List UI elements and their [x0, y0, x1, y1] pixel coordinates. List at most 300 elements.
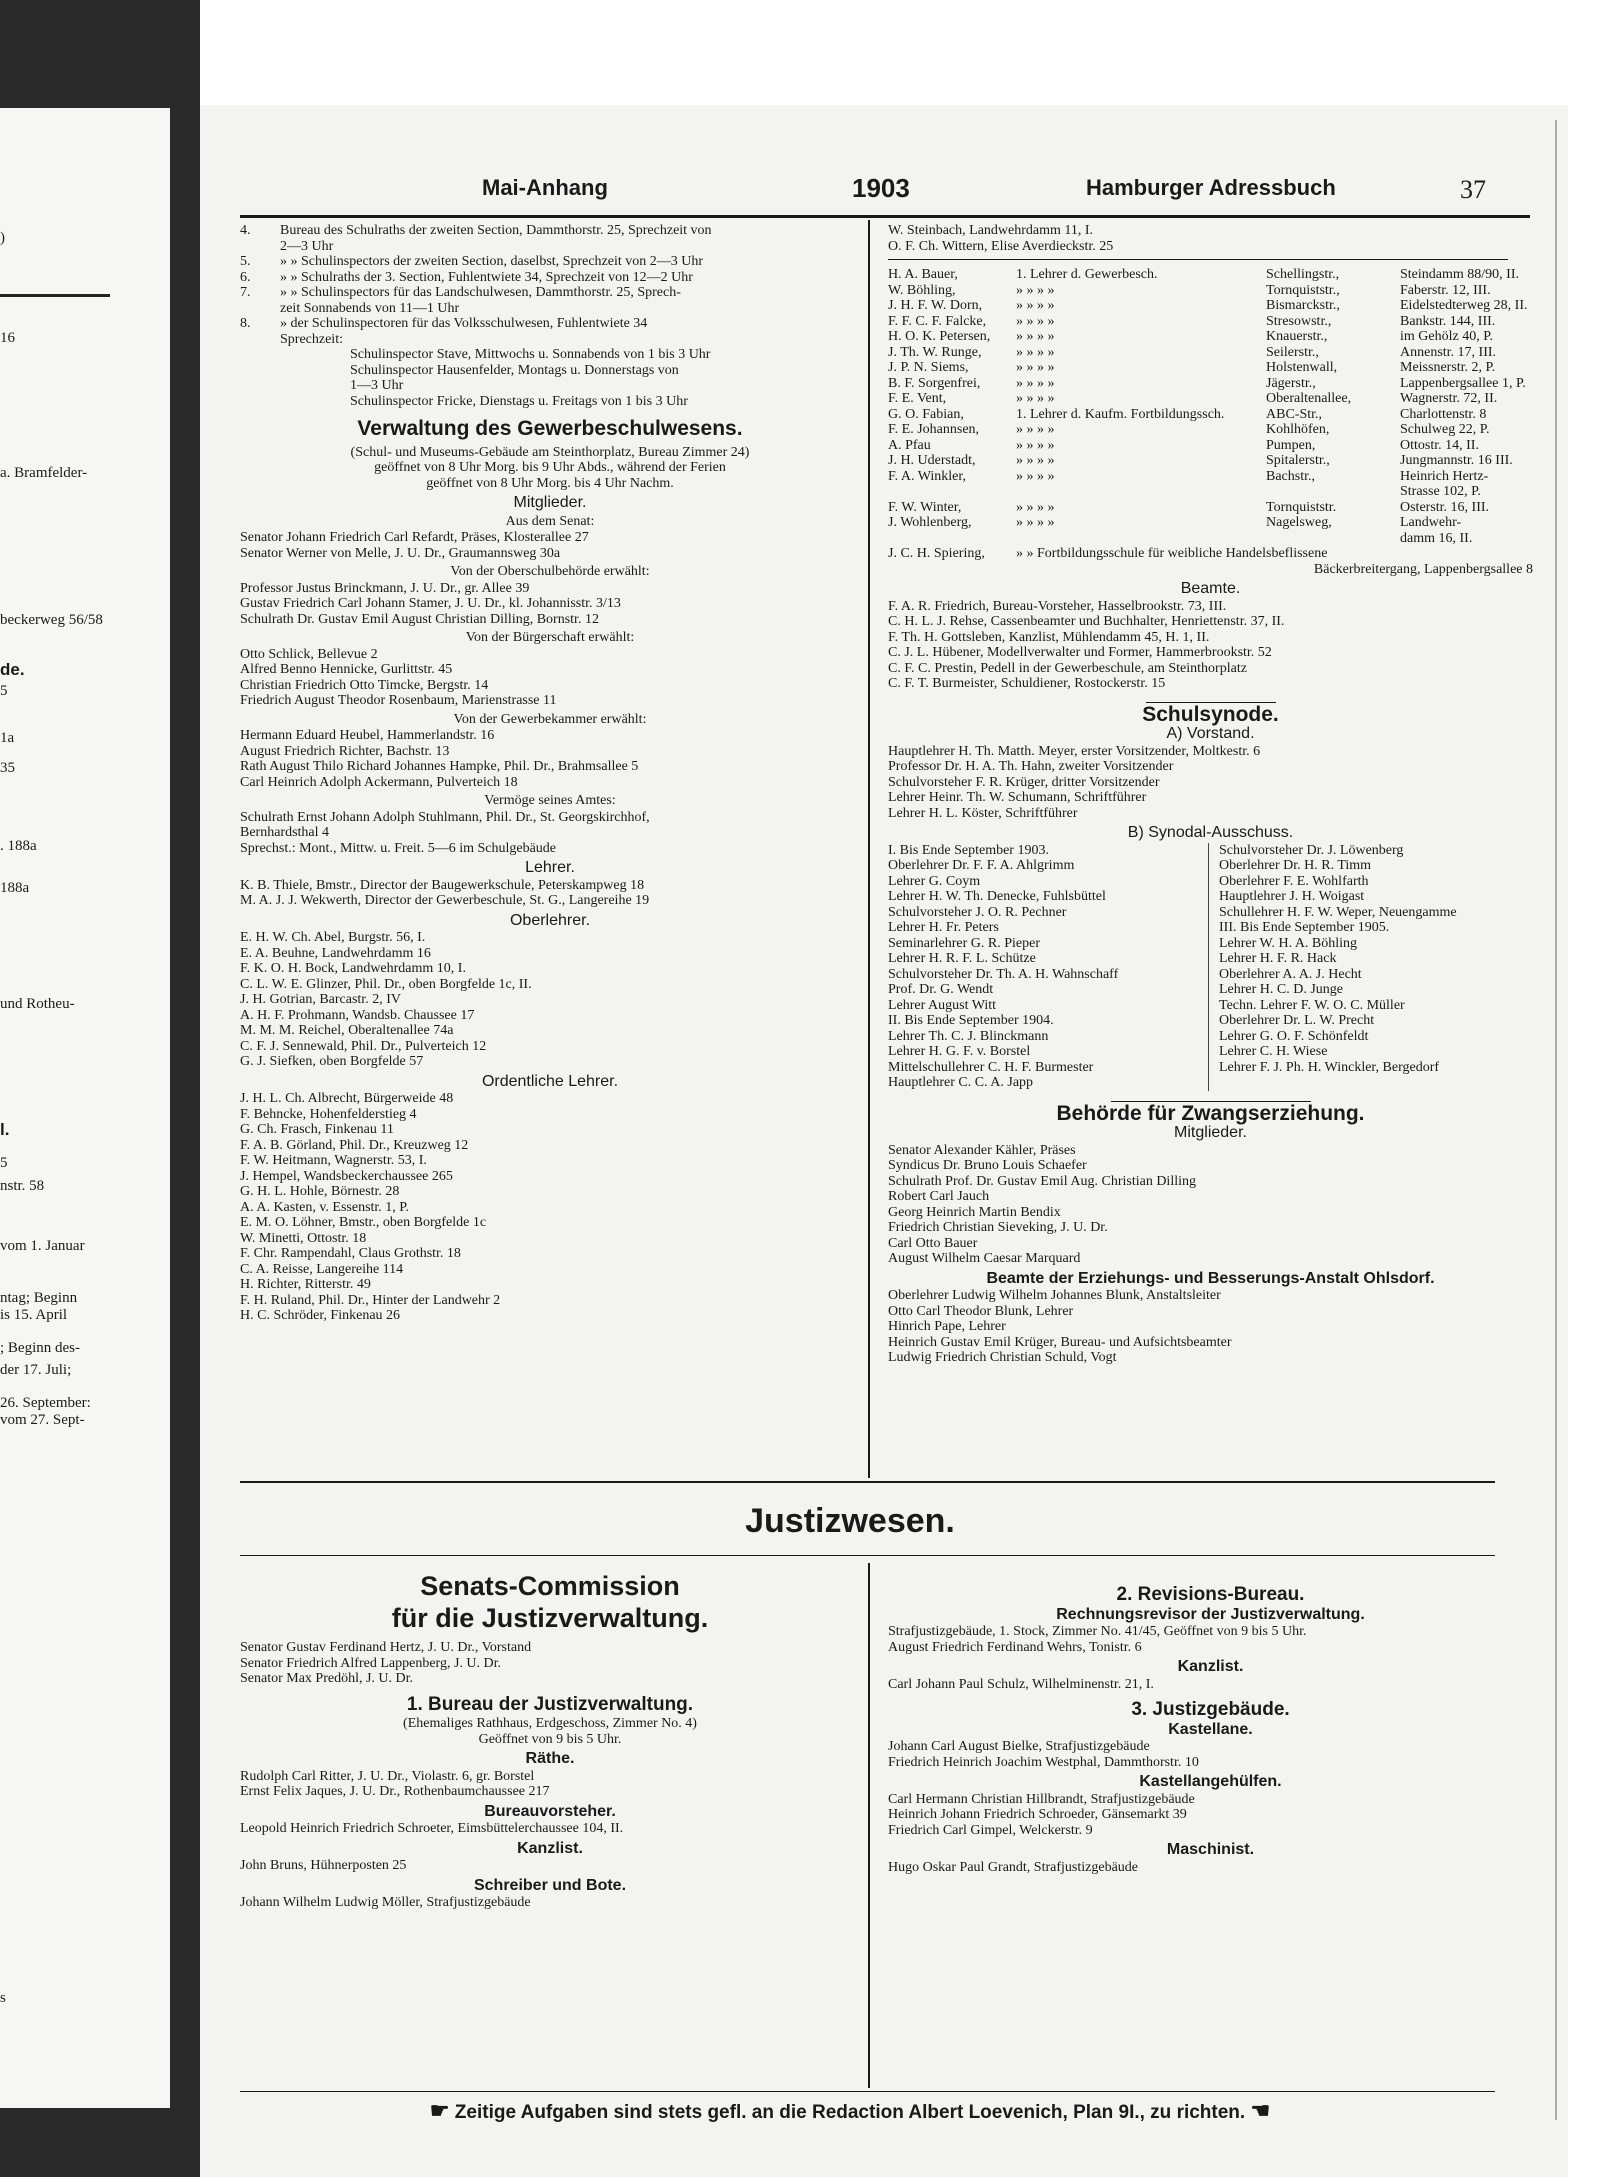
table-cell: Steindamm 88/90, II.: [1400, 267, 1519, 282]
fortbildung-lehrer-table: [888, 267, 1533, 577]
line-text: Bureau des Schulraths der zweiten Section, Dammthorstr. 25, Sprechzeit von: [280, 223, 712, 238]
table-cell: J. Wohlenberg,: [888, 515, 972, 530]
lehrer-entry: F. Behncke, Hohenfelderstieg 4: [240, 1106, 417, 1122]
table-cell: B. F. Sorgenfrei,: [888, 375, 981, 391]
member-entry: Schulrath Ernst Johann Adolph Stuhlmann, Phil. Dr., St. Georgskirchhof,: [240, 809, 650, 825]
member-entry: Alfred Benno Hennicke, Gurlittstr. 45: [240, 662, 453, 677]
table-row: [888, 500, 1533, 516]
beamte-entry: C. J. L. Hübener, Modellverwalter und Former, Hammerbrookstr. 52: [888, 645, 1272, 660]
left-column: [240, 223, 860, 1324]
prev-page-fragment: ): [0, 230, 5, 246]
table-cell: 1. Lehrer d. Gewerbesch.: [1016, 267, 1158, 282]
prev-page-fragment: und Rotheu-: [0, 996, 75, 1012]
oberlehrer-entry: E. A. Beuhne, Landwehrdamm 16: [240, 945, 431, 961]
table-cell: [1400, 546, 1533, 562]
mitglied-entry: Senator Alexander Kähler, Präses: [888, 1142, 1076, 1158]
prev-page-fragment: ntag; Beginn: [0, 1290, 78, 1306]
table-row: [888, 562, 1533, 578]
ausschuss-entry: Lehrer Th. C. J. Blinckmann: [888, 1028, 1049, 1044]
kanzlist-list: [240, 1858, 860, 1874]
bureauvorsteher-list: [240, 1821, 860, 1837]
table-cell: Heinrich Hertz-: [1400, 468, 1489, 484]
lehrer-heading: Lehrer.: [525, 859, 575, 876]
table-cell: » » » »: [1016, 313, 1055, 329]
table-cell: [1266, 484, 1400, 500]
lehrer-entry: F. A. B. Görland, Phil. Dr., Kreuzweg 12: [240, 1137, 469, 1153]
table-row: [888, 329, 1533, 345]
ausschuss-heading: B) Synodal-Ausschuss.: [1127, 824, 1294, 841]
prev-page-fragment: 35: [0, 760, 15, 776]
justiz-sub-rule: [240, 1555, 1495, 1556]
aus-senat-heading: Aus dem Senat:: [505, 513, 595, 529]
member-entry: Rath August Thilo Richard Johannes Hampke, Phil. Dr., Brahmsallee 5: [240, 759, 639, 774]
lehrer-entry: F. H. Ruland, Phil. Dr., Hinter der Landwehr 2: [240, 1292, 501, 1308]
table-cell: W. Böhling,: [888, 282, 956, 298]
oberlehrer-entry: C. F. J. Sennewald, Phil. Dr., Pulverteich 12: [240, 1038, 487, 1054]
senat-list: [240, 530, 860, 561]
beamte-entry: C. F. C. Prestin, Pedell in der Gewerbeschule, am Steinthorplatz: [888, 660, 1247, 676]
ausschuss-entry: Oberlehrer Dr. L. W. Precht: [1219, 1013, 1375, 1028]
ausschuss-entry: Techn. Lehrer F. W. O. C. Müller: [1219, 997, 1405, 1013]
justiz-right: [888, 1583, 1533, 1875]
table-cell: Bachstr.,: [1266, 468, 1315, 484]
raethe-heading: Räthe.: [525, 1750, 575, 1767]
member-entry: Otto Schlick, Bellevue 2: [240, 646, 378, 662]
table-cell: 1. Lehrer d. Kaufm. Fortbildungssch.: [1016, 406, 1225, 422]
table-cell: [1266, 546, 1400, 562]
gewerbe-intro: [240, 445, 860, 492]
sprechzeit-line: Schulinspector Hausenfelder, Montags u. Donnerstags von: [350, 362, 679, 378]
mitglied-entry: Georg Heinrich Martin Bendix: [888, 1204, 1061, 1220]
line-number: 7.: [240, 285, 251, 300]
prev-page-fragment: s: [0, 1990, 6, 2006]
table-cell: [888, 562, 994, 578]
kastellan-entry: Friedrich Heinrich Joachim Westphal, Dammthorstr. 10: [888, 1754, 1199, 1770]
section-rule: [1111, 1101, 1311, 1102]
zwang-title: Behörde für Zwangserziehung.: [1056, 1101, 1365, 1125]
table-cell: [1202, 562, 1313, 578]
buergerschaft-heading: Von der Bürgerschaft erwählt:: [465, 630, 635, 645]
table-cell: [1266, 531, 1400, 547]
table-cell: Jägerstr.,: [1266, 375, 1316, 391]
mitglied-entry: Syndicus Dr. Bruno Louis Schaefer: [888, 1158, 1087, 1173]
line-number: 4.: [240, 223, 251, 238]
amt-heading: Vermöge seines Amtes:: [484, 793, 616, 808]
lehrer-entry: F. W. Heitmann, Wagnerstr. 53, I.: [240, 1153, 427, 1168]
rath-entry: Ernst Felix Jaques, J. U. Dr., Rothenbaumchaussee 217: [240, 1784, 550, 1799]
gewerbekammer-list: [240, 728, 860, 790]
table-cell: Charlottenstr. 8: [1400, 406, 1487, 422]
bureauvorsteher-heading: Bureauvorsteher.: [484, 1802, 616, 1820]
oberlehrer-entry: A. H. F. Prohmann, Wandsb. Chaussee 17: [240, 1007, 475, 1023]
ausschuss-entry: Oberlehrer Dr. F. F. A. Ahlgrimm: [888, 858, 1075, 873]
table-cell: Stresowstr.,: [1266, 313, 1332, 329]
bureau-intro: [240, 1716, 860, 1747]
schulrath-bureaus: [240, 223, 860, 347]
gehuelfe-entry: Friedrich Carl Gimpel, Welckerstr. 9: [888, 1822, 1093, 1838]
table-cell: Bankstr. 144, III.: [1400, 313, 1496, 329]
table-cell: Pumpen,: [1266, 437, 1316, 453]
member-entry: Senator Johann Friedrich Carl Refardt, Präses, Klosterallee 27: [240, 530, 589, 545]
ordentliche-lehrer-list: [240, 1091, 860, 1324]
ausschuss-entry: Hauptlehrer C. C. A. Japp: [888, 1075, 1034, 1090]
anstalt-heading: Beamte der Erziehungs- und Besserungs-Anstalt Ohlsdorf.: [986, 1269, 1435, 1287]
lehrer-entry: K. B. Thiele, Bmstr., Director der Baugewerkschule, Peterskampweg 18: [240, 877, 645, 893]
table-cell: Holstenwall,: [1266, 360, 1338, 375]
sprechzeiten: [240, 347, 860, 409]
ausschuss-entry: Lehrer G. Coym: [888, 873, 981, 889]
oberlehrer-entry: C. L. W. E. Glinzer, Phil. Dr., oben Borgfelde 1c, II.: [240, 976, 532, 992]
buergerschaft-list: [240, 647, 860, 709]
prev-page-fragment: . 188a: [0, 838, 37, 854]
prev-page-fragment: l.: [0, 1120, 10, 1139]
table-row: [888, 314, 1533, 330]
table-cell: F. E. Vent,: [888, 391, 947, 406]
ausschuss-entry: II. Bis Ende September 1904.: [888, 1013, 1054, 1028]
gehuelfe-entry: Heinrich Johann Friedrich Schroeder, Gänsemarkt 39: [888, 1807, 1187, 1822]
prev-page-fragment: beckerweg 56/58: [0, 612, 103, 628]
ausschuss-entry: Schulvorsteher Dr. Th. A. H. Wahnschaff: [888, 966, 1119, 982]
lehrer-list: [240, 878, 860, 909]
ausschuss-entry: Lehrer G. O. F. Schönfeldt: [1219, 1028, 1369, 1044]
prev-page-fragment: der 17. Juli;: [0, 1362, 72, 1378]
table-cell: Tornquiststr.: [1266, 499, 1337, 515]
member-entry: Schulrath Dr. Gustav Emil August Christian Dilling, Bornstr. 12: [240, 611, 599, 627]
header-publication: Hamburger Adressbuch: [1086, 175, 1336, 200]
numbered-line: [240, 285, 860, 301]
sprechzeit-line: 1—3 Uhr: [350, 378, 404, 393]
kanzlist-heading: Kanzlist.: [517, 1839, 583, 1857]
member-entry: Hermann Eduard Heubel, Hammerlandstr. 16: [240, 728, 495, 743]
table-cell: » » » »: [1016, 375, 1055, 391]
ausschuss-entry: I. Bis Ende September 1903.: [888, 842, 1049, 858]
intro-line: geöffnet von 8 Uhr Morg. bis 4 Uhr Nachm.: [426, 475, 674, 491]
lehrer-entry: O. F. Ch. Wittern, Elise Averdieckstr. 25: [888, 238, 1114, 254]
sprechzeit-line: Schulinspector Stave, Mittwochs u. Sonnabends von 1 bis 3 Uhr: [350, 347, 711, 362]
table-cell: [1016, 531, 1266, 547]
prev-page-fragment: de.: [0, 660, 25, 679]
intro-line: Geöffnet von 9 bis 5 Uhr.: [478, 1731, 622, 1747]
lehrer-entry: W. Minetti, Ottostr. 18: [240, 1230, 367, 1246]
gebaeude-title: 3. Justizgebäude.: [1131, 1699, 1290, 1720]
anstalt-entry: Oberlehrer Ludwig Wilhelm Johannes Blunk, Anstaltsleiter: [888, 1288, 1221, 1303]
commission-subtitle: für die Justizverwaltung.: [391, 1603, 709, 1633]
table-row: [888, 453, 1533, 469]
table-cell: Nagelsweg,: [1266, 515, 1332, 530]
prev-page-rule: [0, 294, 110, 297]
table-row: [888, 531, 1533, 547]
lehrer-entry: A. A. Kasten, v. Essenstr. 1, P.: [240, 1199, 410, 1215]
lehrer-entry: H. C. Schröder, Finkenau 26: [240, 1308, 401, 1323]
table-cell: Knauerstr.,: [1266, 329, 1328, 344]
previous-page-edge: [0, 108, 170, 2108]
gehuelfe-entry: Carl Hermann Christian Hillbrandt, Strafjustizgebäude: [888, 1791, 1195, 1807]
member-entry: August Friedrich Richter, Bachstr. 13: [240, 743, 450, 759]
table-cell: Spitalerstr.,: [1266, 453, 1330, 468]
table-row: [888, 546, 1533, 562]
lehrer-entry: C. A. Reisse, Langereihe 114: [240, 1261, 404, 1277]
table-row: [888, 407, 1533, 423]
table-cell: » » » »: [1016, 468, 1055, 484]
oberlehrer-entry: M. M. M. Reichel, Oberaltenallee 74a: [240, 1023, 454, 1038]
beamte-entry: F. Th. H. Gottsleben, Kanzlist, Mühlendamm 45, H. 1, II.: [888, 629, 1210, 645]
member-entry: Senator Werner von Melle, J. U. Dr., Graumannsweg 30a: [240, 545, 561, 561]
table-cell: Eidelstedterweg 28, II.: [1400, 298, 1528, 313]
table-cell: im Gehölz 40, P.: [1400, 329, 1493, 344]
prev-page-fragment: 1a: [0, 730, 15, 746]
table-cell: G. O. Fabian,: [888, 406, 964, 422]
table-cell: [888, 484, 1016, 500]
prev-page-fragment: vom 27. Sept-: [0, 1412, 85, 1428]
numbered-line: [240, 239, 860, 255]
justiz-left: [240, 1570, 860, 1911]
table-cell: Tornquiststr.,: [1266, 282, 1340, 298]
member-entry: Friedrich August Theodor Rosenbaum, Marienstrasse 11: [240, 693, 557, 708]
table-row: [888, 438, 1533, 454]
lehrer-entry: M. A. J. J. Wekwerth, Director der Gewerbeschule, St. G., Langereihe 19: [240, 893, 650, 908]
maschinist-entry: Hugo Oskar Paul Grandt, Strafjustizgebäude: [888, 1859, 1138, 1875]
maschinist-list: [888, 1860, 1533, 1876]
ausschuss-entry: Oberlehrer F. E. Wohlfarth: [1219, 873, 1369, 889]
line-number: 5.: [240, 254, 251, 269]
ausschuss-entry: Hauptlehrer J. H. Woigast: [1219, 889, 1365, 904]
table-cell: Schellingstr.,: [1266, 267, 1340, 282]
schreiber-list: [240, 1895, 860, 1911]
table-cell: Meissnerstr. 2, P.: [1400, 360, 1496, 375]
table-cell: H. O. K. Petersen,: [888, 329, 991, 344]
commission-list: [240, 1640, 860, 1687]
table-row: [888, 469, 1533, 485]
anstalt-entry: Hinrich Pape, Lehrer: [888, 1319, 1006, 1334]
table-row: [888, 391, 1533, 407]
kastellan-entry: Johann Carl August Bielke, Strafjustizgebäude: [888, 1739, 1150, 1754]
table-cell: A. Pfau: [888, 437, 931, 453]
oberlehrer-entry: J. H. Gotrian, Barcastr. 2, IV: [240, 992, 401, 1007]
ausschuss-entry: Lehrer H. Fr. Peters: [888, 920, 999, 935]
table-cell: » » » »: [1016, 298, 1055, 313]
table-cell: Wagnerstr. 72, II.: [1400, 391, 1498, 406]
beamte-entry: C. H. L. J. Rehse, Cassenbeamter und Buchhalter, Henriettenstr. 37, II.: [888, 614, 1285, 629]
table-cell: Lappenbergsallee 1, P.: [1400, 375, 1526, 391]
sprechzeit-line: Schulinspector Fricke, Dienstags u. Freitags von 1 bis 3 Uhr: [350, 393, 688, 409]
oberlehrer-entry: F. K. O. H. Bock, Landwehrdamm 10, I.: [240, 961, 466, 976]
intro-line: (Ehemaliges Rathhaus, Erdgeschoss, Zimmer No. 4): [403, 1716, 697, 1731]
table-row: [888, 345, 1533, 361]
beamte-entry: C. F. T. Burmeister, Schuldiener, Rostockerstr. 15: [888, 676, 1166, 691]
revisions-title: 2. Revisions-Bureau.: [1116, 1584, 1305, 1605]
pointing-hand-icon: ☚: [1250, 2098, 1271, 2123]
table-cell: Ottostr. 14, II.: [1400, 437, 1479, 453]
table-cell: » » » »: [1016, 282, 1055, 298]
kanzlist-entry: Carl Johann Paul Schulz, Wilhelminenstr. 21, I.: [888, 1676, 1154, 1692]
table-cell: ABC-Str.,: [1266, 406, 1323, 422]
numbered-line: [240, 301, 860, 317]
ausschuss-entry: Lehrer F. J. Ph. H. Winckler, Bergedorf: [1219, 1059, 1440, 1075]
table-row: [888, 283, 1533, 299]
table-row: [888, 267, 1533, 283]
table-row: [888, 298, 1533, 314]
amt-list: [240, 810, 860, 857]
table-cell: » » » »: [1016, 344, 1055, 360]
ausschuss-entry: Lehrer W. H. A. Böhling: [1219, 935, 1358, 951]
table-cell: F. W. Winter,: [888, 499, 962, 515]
ausschuss-entry: Lehrer H. R. F. L. Schütze: [888, 951, 1036, 966]
table-cell: Faberstr. 12, III.: [1400, 282, 1491, 298]
ordentliche-lehrer-heading: Ordentliche Lehrer.: [481, 1072, 619, 1090]
member-entry: Carl Heinrich Adolph Ackermann, Pulverteich 18: [240, 774, 518, 790]
page-edge-line: [1555, 120, 1557, 2120]
table-cell: » » Fortbildungsschule für weibliche Handelsbeflissene: [1016, 546, 1328, 561]
revisor-entry: August Friedrich Ferdinand Wehrs, Tonistr. 6: [888, 1639, 1142, 1655]
table-cell: Bismarckstr.,: [1266, 298, 1340, 313]
mitglied-entry: August Wilhelm Caesar Marquard: [888, 1251, 1081, 1266]
header-section: Mai-Anhang: [482, 175, 608, 200]
commission-entry: Senator Friedrich Alfred Lappenberg, J. U. Dr.: [240, 1655, 502, 1671]
line-text: Sprechzeit:: [280, 331, 343, 347]
header-rule: [240, 215, 1530, 218]
ausschuss-entry: Lehrer August Witt: [888, 997, 997, 1013]
lehrer-entry: G. H. L. Hohle, Börnestr. 28: [240, 1184, 400, 1199]
bureau-title: 1. Bureau der Justizverwaltung.: [406, 1693, 694, 1715]
table-cell: Strasse 102, P.: [1400, 484, 1481, 499]
zwang-mitglieder-heading: Mitglieder.: [1174, 1124, 1247, 1141]
table-cell: » » » »: [1016, 437, 1055, 453]
numbered-line: [240, 254, 860, 270]
anstalt-entry: Ludwig Friedrich Christian Schuld, Vogt: [888, 1350, 1117, 1365]
raethe-list: [240, 1769, 860, 1800]
table-cell: Kohlhöfen,: [1266, 422, 1330, 437]
table-cell: Osterstr. 16, III.: [1400, 499, 1490, 515]
schreiber-heading: Schreiber und Bote.: [473, 1876, 627, 1894]
section-rule: [1146, 702, 1276, 703]
gehuelfen-list: [888, 1792, 1533, 1839]
bureauvorsteher-entry: Leopold Heinrich Friedrich Schroeter, Eimsbüttelerchaussee 104, II.: [240, 1821, 624, 1836]
footer-notice: [220, 2098, 1480, 2124]
table-cell: damm 16, II.: [1400, 530, 1473, 546]
page-header: [200, 167, 1500, 215]
mitglied-entry: Robert Carl Jauch: [888, 1189, 990, 1204]
rechnungsrevisor-list: [888, 1624, 1533, 1655]
member-entry: Gustav Friedrich Carl Johann Stamer, J. U. Dr., kl. Johannisstr. 3/13: [240, 596, 621, 611]
mitglied-entry: Carl Otto Bauer: [888, 1235, 978, 1251]
page-number: 37: [1460, 175, 1486, 204]
numbered-line: [240, 223, 860, 239]
table-cell: F. E. Johannsen,: [888, 422, 980, 437]
header-year: 1903: [852, 173, 910, 203]
lehrer-entry: H. Richter, Ritterstr. 49: [240, 1277, 371, 1292]
revisor-entry: Strafjustizgebäude, 1. Stock, Zimmer No. 41/45, Geöffnet von 9 bis 5 Uhr.: [888, 1624, 1307, 1639]
table-cell: Bäckerbreitergang, Lappenbergsallee 8: [1313, 561, 1533, 577]
table-cell: » » » »: [1016, 329, 1055, 344]
kastellane-list: [888, 1739, 1533, 1770]
vorstand-list: [888, 744, 1533, 822]
member-entry: Bernhardsthal 4: [240, 825, 330, 840]
table-row: [888, 484, 1533, 500]
ausschuss-entry: Schulvorsteher J. O. R. Pechner: [888, 904, 1067, 920]
table-cell: J. C. H. Spiering,: [888, 546, 985, 561]
justiz-top-rule: [240, 1481, 1495, 1483]
schreiber-entry: Johann Wilhelm Ludwig Möller, Strafjustizgebäude: [240, 1895, 531, 1910]
ausschuss-left: [888, 843, 1208, 1091]
beamte-heading: Beamte.: [1180, 580, 1241, 597]
anstalt-entry: Otto Carl Theodor Blunk, Lehrer: [888, 1303, 1074, 1319]
commission-entry: Senator Max Predöhl, J. U. Dr.: [240, 1671, 414, 1686]
revisions-kanzlist-heading: Kanzlist.: [1177, 1658, 1244, 1675]
lehrer-entry: J. Hempel, Wandsbeckerchaussee 265: [240, 1168, 453, 1184]
intro-line: (Schul- und Museums-Gebäude am Steinthorplatz, Bureau Zimmer 24): [350, 444, 750, 460]
prev-page-fragment: 5: [0, 1155, 8, 1171]
numbered-line: [240, 332, 860, 348]
zwang-mitglieder-list: [888, 1143, 1533, 1267]
lehrer-entry: G. Ch. Frasch, Finkenau 11: [240, 1122, 394, 1137]
prev-page-fragment: 16: [0, 330, 15, 346]
prev-page-fragment: ; Beginn des-: [0, 1340, 80, 1356]
oberlehrer-entry: E. H. W. Ch. Abel, Burgstr. 56, I.: [240, 930, 426, 945]
maschinist-heading: Maschinist.: [1166, 1841, 1255, 1858]
oberlehrer-list: [240, 930, 860, 1070]
ausschuss-entry: Oberlehrer Dr. H. R. Timm: [1219, 858, 1372, 873]
table-cell: [994, 562, 1202, 578]
table-row: [888, 376, 1533, 392]
ausschuss-entry: Lehrer H. G. F. v. Borstel: [888, 1044, 1031, 1059]
commission-entry: Senator Gustav Ferdinand Hertz, J. U. Dr., Vorstand: [240, 1640, 532, 1655]
rath-entry: Rudolph Carl Ritter, J. U. Dr., Violastr. 6, gr. Borstel: [240, 1768, 535, 1784]
lehrer-entry: W. Steinbach, Landwehrdamm 11, I.: [888, 223, 1094, 238]
prev-page-fragment: 5: [0, 683, 8, 699]
vorstand-entry: Professor Dr. H. A. Th. Hahn, zweiter Vorsitzender: [888, 759, 1174, 774]
lehrer-entry: J. H. L. Ch. Albrecht, Bürgerweide 48: [240, 1091, 454, 1106]
revisions-kanzlist-list: [888, 1677, 1533, 1693]
table-cell: » » » »: [1016, 499, 1055, 515]
justiz-title: Justizwesen.: [745, 1502, 955, 1540]
line-text: » der Schulinspectoren für das Volksschulwesen, Fuhlentwiete 34: [280, 316, 648, 331]
vorstand-entry: Schulvorsteher F. R. Krüger, dritter Vorsitzender: [888, 774, 1160, 790]
footer-text: Zeitige Aufgaben sind stets gefl. an die Redaction Albert Loevenich, Plan 9I., zu richten.: [454, 2102, 1246, 2123]
footer-rule: [240, 2091, 1495, 2092]
table-cell: Oberaltenallee,: [1266, 391, 1352, 406]
ausschuss-entry: Mittelschullehrer C. H. F. Burmester: [888, 1059, 1094, 1075]
table-cell: F. F. C. F. Falcke,: [888, 313, 987, 329]
ausschuss-columns: [888, 843, 1533, 1091]
table-cell: Schulweg 22, P.: [1400, 422, 1490, 437]
table-cell: » » » »: [1016, 453, 1055, 468]
rechnungsrevisor-heading: Rechnungsrevisor der Justizverwaltung.: [1056, 1605, 1365, 1623]
table-row: [888, 515, 1533, 531]
table-cell: [1016, 484, 1266, 500]
oberschul-list: [240, 581, 860, 628]
vorstand-entry: Lehrer Heinr. Th. W. Schumann, Schriftführer: [888, 790, 1147, 805]
line-text: » » Schulinspectors der zweiten Section, daselbst, Sprechzeit von 2—3 Uhr: [280, 254, 704, 269]
vorstand-entry: Hauptlehrer H. Th. Matth. Meyer, erster Vorsitzender, Moltkestr. 6: [888, 743, 1261, 759]
line-text: » » Schulinspectors für das Landschulwesen, Dammthorstr. 25, Sprech-: [280, 285, 681, 300]
kanzlist-entry: John Bruns, Hühnerposten 25: [240, 1858, 407, 1873]
table-cell: » » » »: [1016, 391, 1055, 406]
numbered-line: [240, 316, 860, 332]
gewerbe-title: Verwaltung des Gewerbeschulwesens.: [357, 417, 743, 440]
table-row: [888, 360, 1533, 376]
table-cell: Seilerstr.,: [1266, 344, 1319, 360]
prev-page-fragment: is 15. April: [0, 1307, 68, 1323]
table-cell: » » » »: [1016, 360, 1055, 375]
table-cell: Jungmannstr. 16 III.: [1400, 453, 1513, 468]
table-cell: J. H. Uderstadt,: [888, 453, 976, 468]
table-cell: H. A. Bauer,: [888, 267, 958, 282]
anstalt-entry: Heinrich Gustav Emil Krüger, Bureau- und Aufsichtsbeamter: [888, 1334, 1232, 1350]
oberlehrer-heading: Oberlehrer.: [509, 911, 591, 929]
ausschuss-entry: Schulvorsteher Dr. J. Löwenberg: [1219, 842, 1404, 858]
gewerbekammer-heading: Von der Gewerbekammer erwählt:: [453, 711, 647, 727]
oberlehrer-entry: G. J. Siefken, oben Borgfelde 57: [240, 1054, 424, 1069]
